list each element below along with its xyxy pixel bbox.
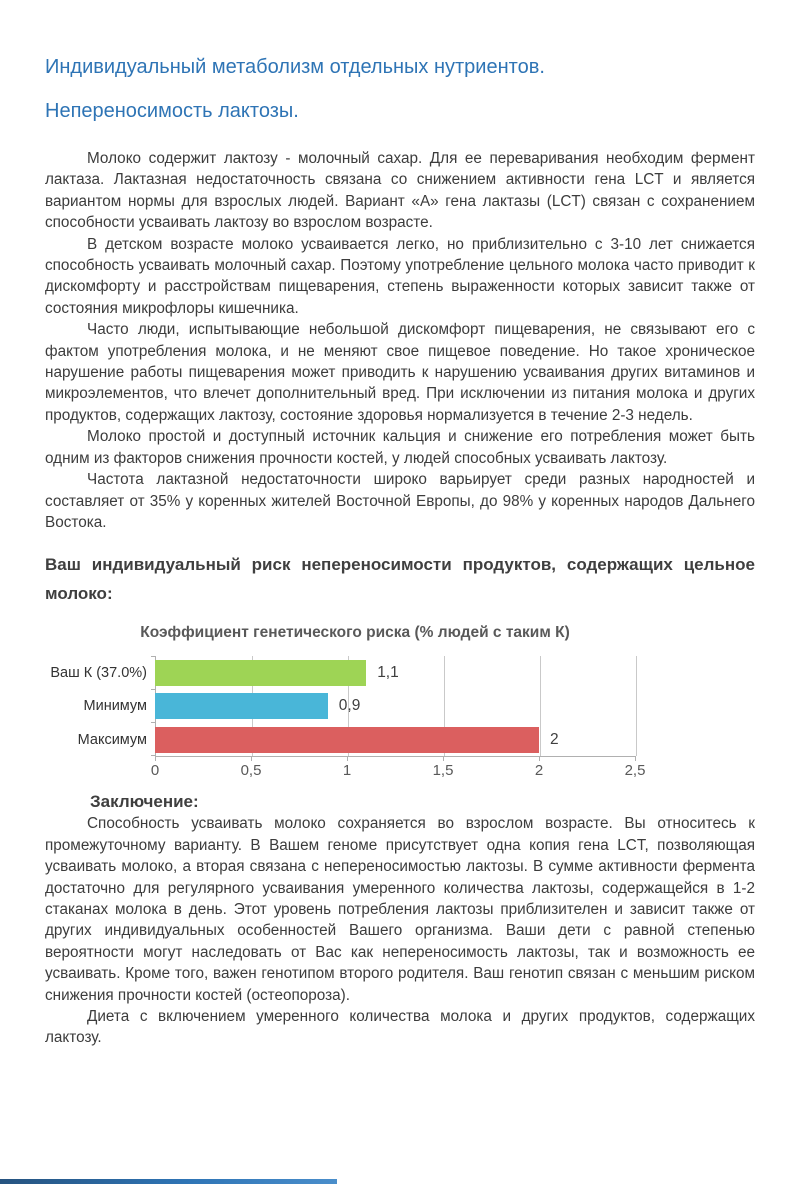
conclusion-paragraph: Диета с включением умеренного количества молока и других продуктов, содержащих лактозу. [45, 1007, 755, 1047]
risk-section-heading: Ваш индивидуальный риск непереносимости продуктов, содержащих цельное молоко: [45, 555, 755, 604]
page-title-line2: Непереносимость лактозы. [45, 100, 299, 122]
x-axis-tick-label: 1,5 [432, 762, 454, 780]
chart-bar [155, 727, 539, 753]
x-axis-tickmark [155, 756, 156, 761]
x-axis-tick-label: 0,5 [240, 762, 262, 780]
chart-bar [155, 660, 366, 686]
chart-category-label: Минимум [83, 698, 147, 715]
page-title-line1: Индивидуальный метаболизм отдельных нутриентов. [45, 56, 545, 78]
conclusion-heading: Заключение: [90, 792, 199, 812]
risk-bar-chart [45, 624, 755, 782]
paragraph: Молоко простой и доступный источник кальция и снижение его потребления может быть одним из факторов снижения прочности костей, у людей способных усваивать лактозу. [45, 428, 755, 467]
chart-row [45, 690, 755, 723]
paragraph: Частота лактазной недостаточности широко варьирует среди разных народностей и составляет от 35% у коренных жителей Восточной Европы, до 98% у коренных народов Дальнего Востока. [45, 471, 755, 531]
paragraph: Часто люди, испытывающие небольшой дискомфорт пищеварения, не связывают его с фактом употребления молока, и не меняют свое пищевое поведение. Но такое хроническое нарушение работы пищеварения может приводить к нарушению усваивания других витаминов и микроэлементов, что влечет дополнительный вред. При исключении из питания молока и других продуктов, содержащих лактозу, состояние здоровья нормализуется в течение 2-3 недель. [45, 321, 755, 424]
chart-bar [155, 693, 328, 719]
chart-x-axis [150, 756, 646, 782]
x-axis-tickmark [443, 756, 444, 761]
chart-bar-value-label: 2 [550, 730, 559, 748]
chart-category-label: Ваш К (37.0%) [50, 664, 147, 681]
page-title [45, 56, 755, 122]
intro-section [45, 148, 755, 533]
chart-row [45, 656, 755, 689]
chart-title: Коэффициент генетического риска (% людей с таким К) [140, 624, 570, 642]
paragraph: В детском возрасте молоко усваивается легко, но приблизительно с 3-10 лет снижается способность усваивать молочный сахар. Поэтому употребление цельного молока часто приводит к дискомфорту и расстройствам пищеварения, степень выраженности которых зависит также от состояния микрофлоры кишечника. [45, 235, 755, 317]
x-axis-tickmark [251, 756, 252, 761]
x-axis-tick-label: 0 [150, 762, 160, 780]
x-axis-tickmark [539, 756, 540, 761]
chart-plot-area [45, 656, 755, 756]
chart-bar-value-label: 1,1 [377, 663, 399, 681]
document-page [0, 56, 800, 1049]
chart-bar-value-label: 0,9 [338, 697, 361, 715]
conclusion-section [45, 792, 755, 1048]
x-axis-tickmark [635, 756, 636, 761]
chart-category-label: Максимум [77, 731, 147, 748]
x-axis-tick-label: 2 [534, 762, 544, 780]
x-axis-tick-label: 2,5 [624, 762, 646, 780]
chart-row [45, 723, 755, 756]
x-axis-tickmark [347, 756, 348, 761]
paragraph: Молоко содержит лактозу - молочный сахар. Для ее переваривания необходим фермент лактаза. Лактазная недостаточность связана со снижением активности гена LCT и является вариантом нормы для взрослых людей. Вариант «А» гена лактазы (LCT) связан с сохранением способности усваивать лактозу во взрослом возрасте. [45, 150, 755, 232]
footer-accent-line [0, 1179, 337, 1184]
conclusion-paragraph: Способность усваивать молоко сохраняется во взрослом возрасте. Вы относитесь к промежуточному варианту. В Вашем геноме присутствует одна копия гена LCT, позволяющая усваивать молоко, а вторая связана с непереносимостью лактозы. В сумме активности фермента достаточно для регулярного усваивания умеренного количества лактозы, содержащейся в 1-2 стаканах молока в день. Этот уровень потребления лактозы приблизителен и зависит также от других индивидуальных особенностей Вашего организма. Ваши дети с равной степенью вероятности могут наследовать от Вас как непереносимость лактозы, так и возможность ее усваивать. Кроме того, важен генотипом второго родителя. Ваш генотип связан с меньшим риском снижения прочности костей (остеопороза). [45, 815, 755, 1004]
x-axis-tick-label: 1 [342, 762, 352, 780]
